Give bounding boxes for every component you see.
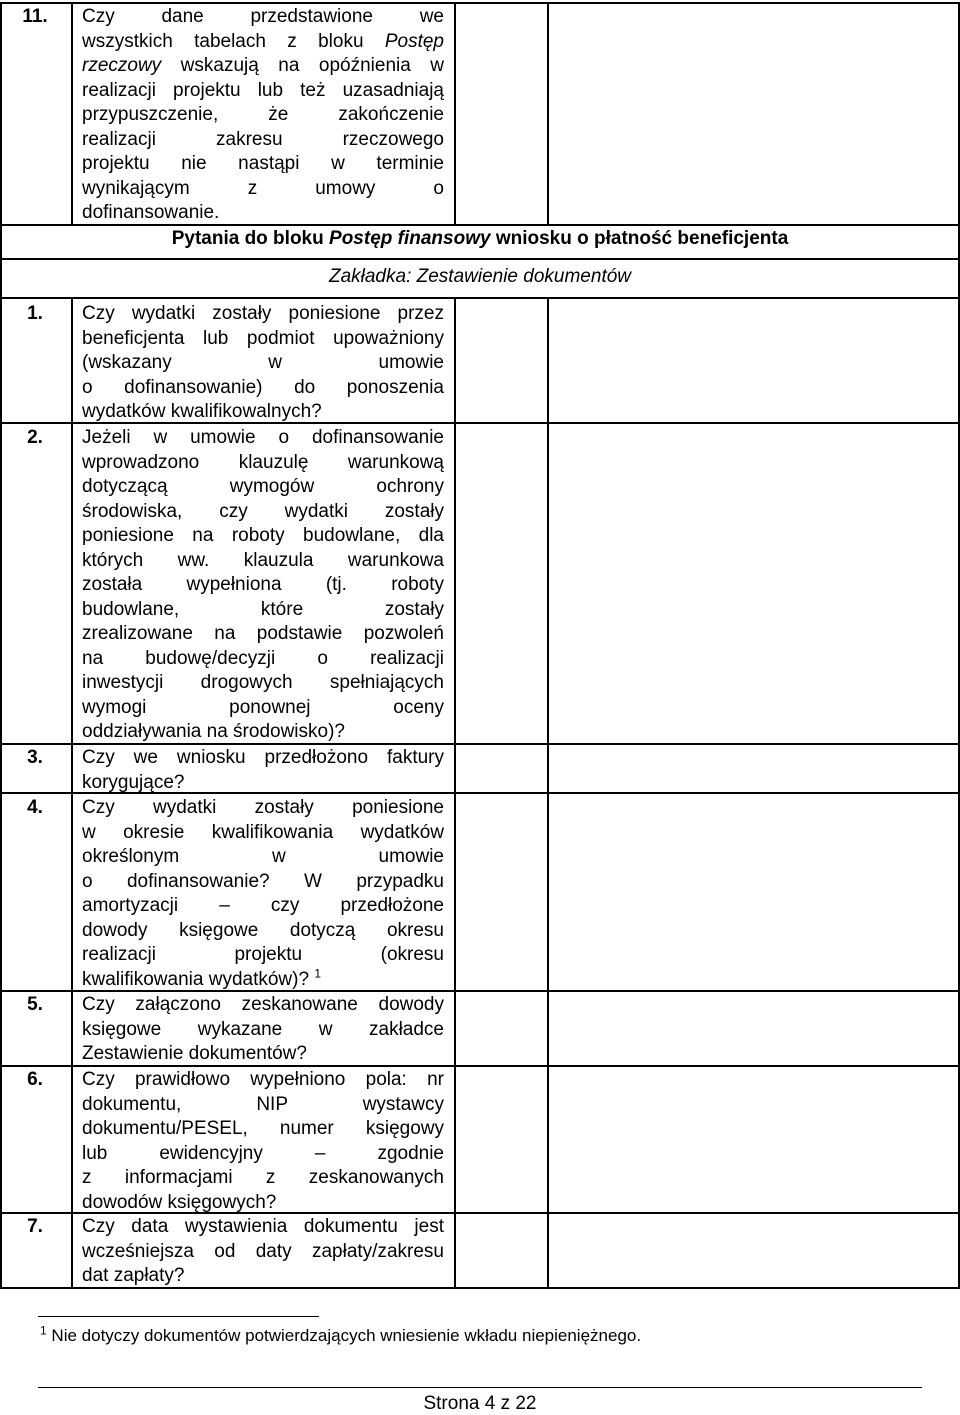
text-line: wydatków kwalifikowalnych? [82, 401, 322, 422]
question-7-text [82, 1215, 444, 1289]
text-line: realizacji zakresu rzeczowego [82, 128, 444, 150]
text-line: (wskazany w umowie [82, 352, 444, 373]
question-1-text [82, 302, 444, 425]
text-line: poniesione na roboty budowlane, dla [82, 525, 444, 546]
section-heading [0, 227, 960, 251]
question-4-number: 4. [27, 797, 43, 818]
question-7-number: 7. [27, 1216, 43, 1237]
text-line: lub ewidencyjny – zgodnie [82, 1142, 444, 1164]
text-line: zrealizowane na podstawie pozwoleń [82, 623, 444, 644]
text-line: dotyczącą wymogów ochrony [82, 476, 444, 497]
question-11-text [82, 5, 444, 226]
text-line: dat zapłaty? [82, 1265, 185, 1286]
text-line: inwestycji drogowych spełniających [82, 672, 444, 693]
text-line: rzeczowy wskazują na opóźnienia w [82, 55, 444, 76]
tab-label: Zakładka: Zestawienie dokumentów [328, 266, 632, 287]
text-line: wynikającym z umowy o [82, 177, 444, 199]
text-line: z informacjami z zeskanowanych [82, 1167, 444, 1188]
question-6-number: 6. [27, 1069, 43, 1090]
section-heading-italic: Postęp finansowy [329, 228, 491, 249]
text-line: Czy wydatki zostały poniesione przez [82, 303, 444, 324]
text-line: o dofinansowanie) do ponoszenia [82, 376, 444, 398]
question-2-text [82, 426, 444, 745]
page-number: Strona 4 z 22 [423, 1393, 537, 1414]
text-line: Czy wydatki zostały poniesione [82, 797, 444, 818]
text-line: korygujące? [82, 771, 185, 793]
text-line: Czy prawidłowo wypełniono pola: nr [82, 1069, 444, 1090]
text-line: Czy data wystawienia dokumentu jest [82, 1216, 444, 1237]
text-line: których ww. klauzula warunkowa [82, 549, 444, 571]
footnote-marker: 1 [40, 1323, 47, 1338]
text-line: Jeżeli w umowie o dofinansowanie [82, 427, 444, 448]
text-line: dofinansowanie. [82, 202, 220, 223]
question-11-number: 11. [22, 6, 48, 27]
text-line: dokumentu, NIP wystawcy [82, 1093, 444, 1115]
text-line: realizacji projektu (okresu [82, 944, 444, 965]
text-line: dokumentu/PESEL, numer księgowy [82, 1118, 444, 1139]
question-5-number: 5. [27, 994, 43, 1015]
question-3-text [82, 746, 444, 795]
question-4-text [82, 796, 444, 992]
text-line: projektu nie nastąpi w terminie [82, 153, 444, 174]
text-line: Czy załączono zeskanowane dowody [82, 994, 444, 1015]
question-1-number: 1. [27, 303, 43, 324]
text-line: Czy dane przedstawione we [82, 6, 444, 27]
footnote [40, 1324, 641, 1348]
text-line: została wypełniona (tj. roboty [82, 574, 444, 595]
text-line: dowodów księgowych? [82, 1191, 277, 1213]
question-6-text [82, 1068, 444, 1215]
text-line: przypuszczenie, że zakończenie [82, 104, 444, 125]
text-line: na budowę/decyzji o realizacji [82, 647, 444, 669]
text-line: o dofinansowanie? W przypadku [82, 870, 444, 892]
text-line: realizacji projektu lub też uzasadniają [82, 79, 444, 101]
text-line: w okresie kwalifikowania wydatków [82, 821, 444, 843]
footnote-ref: 1 [314, 966, 322, 981]
text-line: Czy we wniosku przedłożono faktury [82, 747, 444, 768]
footnote-separator [38, 1316, 319, 1317]
text-line: budowlane, które zostały [82, 598, 444, 620]
text-line: wymogi ponownej oceny [82, 696, 444, 718]
text-line: określonym w umowie [82, 846, 444, 867]
text-line: amortyzacji – czy przedłożone [82, 895, 444, 916]
question-3-number: 3. [27, 747, 43, 768]
text-line: wcześniejsza od daty zapłaty/zakresu [82, 1240, 444, 1262]
footer-rule [38, 1387, 922, 1388]
section-heading-suffix: wniosku o płatność beneficjenta [490, 228, 789, 249]
text-line: beneficjenta lub podmiot upoważniony [82, 327, 444, 349]
text-line: wszystkich tabelach z bloku Postęp [82, 30, 444, 52]
text-line: oddziaływania na środowisko)? [82, 721, 345, 742]
section-heading-prefix: Pytania do bloku [171, 228, 330, 249]
footnote-text: Nie dotyczy dokumentów potwierdzających wniesienie wkładu niepieniężnego. [51, 1326, 642, 1345]
text-line: środowiska, czy wydatki zostały [82, 500, 444, 522]
question-2-number: 2. [27, 427, 43, 448]
text-line: dowody księgowe dotyczą okresu [82, 919, 444, 941]
text-line: Zestawienie dokumentów? [82, 1043, 307, 1064]
text-line: wprowadzono klauzulę warunkową [82, 451, 444, 473]
question-5-text [82, 993, 444, 1067]
text-line: kwalifikowania wydatków)? $^1$ [82, 966, 322, 990]
text-line: księgowe wykazane w zakładce [82, 1018, 444, 1040]
